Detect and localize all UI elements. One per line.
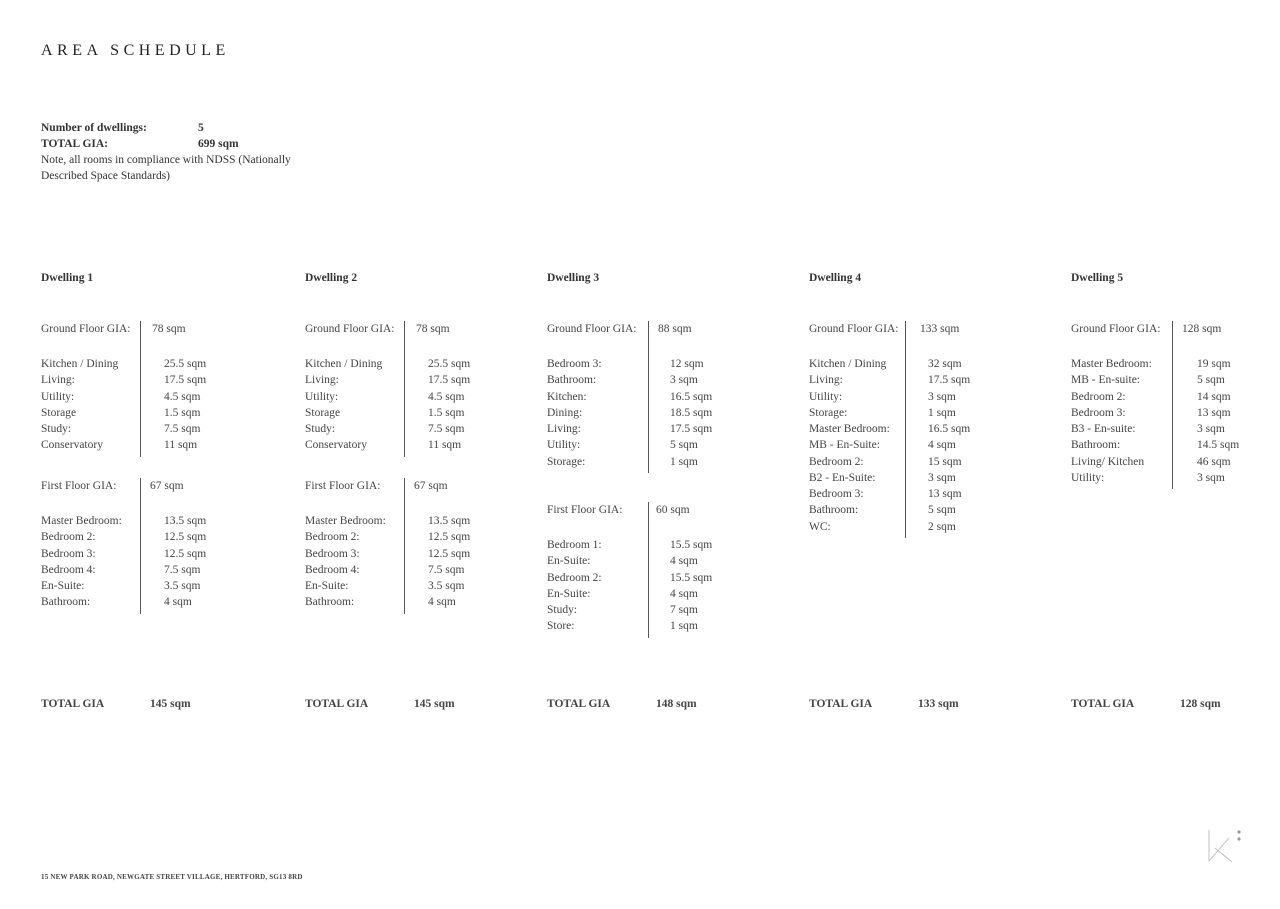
room-name: Bathroom: xyxy=(809,504,859,517)
room-name: Bedroom 3: xyxy=(305,547,360,560)
page-title: AREA SCHEDULE xyxy=(41,42,230,59)
dwelling-total-value: 133 sqm xyxy=(918,698,959,710)
first-floor-gia-value: 67 sqm xyxy=(150,480,184,492)
room-area: 12.5 sqm xyxy=(164,531,207,544)
column-divider-line xyxy=(404,321,405,457)
column-divider-line xyxy=(1172,321,1173,489)
ground-floor-gia-value: 133 sqm xyxy=(920,323,960,335)
column-divider-line xyxy=(404,478,405,614)
room-area: 5 sqm xyxy=(928,504,956,517)
first-floor-gia-label: First Floor GIA: xyxy=(547,504,623,516)
room-name: Bedroom 2: xyxy=(1071,390,1126,403)
room-area: 13 sqm xyxy=(928,488,962,500)
room-area: 4 sqm xyxy=(428,596,456,609)
room-area: 14.5 sqm xyxy=(1197,439,1240,452)
room-area: 7.5 sqm xyxy=(428,423,465,435)
room-area: 11 sqm xyxy=(164,439,198,452)
room-area: 1 sqm xyxy=(670,620,698,633)
first-floor-gia-value: 60 sqm xyxy=(656,504,690,516)
room-name: Study: xyxy=(41,423,72,435)
room-name: Living: xyxy=(41,374,75,387)
room-name: MB - En-Suite: xyxy=(809,439,880,452)
room-area: 1 sqm xyxy=(670,455,698,468)
dwelling-total-value: 128 sqm xyxy=(1180,698,1221,710)
room-name: Utility: xyxy=(305,390,339,403)
room-area: 12.5 sqm xyxy=(164,547,207,560)
site-address: 15 NEW PARK ROAD, NEWGATE STREET VILLAGE, HERTFORD, SG13 8RD xyxy=(41,873,303,881)
total-gia-value: 699 sqm xyxy=(198,138,239,150)
room-area: 11 sqm xyxy=(428,439,462,452)
room-name: Living: xyxy=(305,374,339,387)
first-floor-gia-label: First Floor GIA: xyxy=(41,480,117,492)
ndss-note: Note, all rooms in compliance with NDSS (Nationally Described Space Standards) xyxy=(41,154,291,182)
room-area: 3 sqm xyxy=(928,390,956,403)
room-area: 17.5 sqm xyxy=(428,374,471,387)
dwelling-title: Dwelling 4 xyxy=(809,272,862,284)
room-name: Kitchen / Dining xyxy=(41,358,119,370)
dwelling-title: Dwelling 5 xyxy=(1071,272,1124,284)
column-divider-line xyxy=(905,321,906,538)
room-name: Bedroom 4: xyxy=(305,563,360,576)
room-area: 3 sqm xyxy=(1197,471,1225,484)
room-area: 4.5 sqm xyxy=(428,390,465,403)
room-area: 13 sqm xyxy=(1197,406,1231,419)
room-area: 3.5 sqm xyxy=(164,580,201,592)
ground-floor-gia-value: 88 sqm xyxy=(658,323,692,335)
room-area: 18.5 sqm xyxy=(670,406,713,419)
ground-floor-gia-value: 78 sqm xyxy=(152,323,186,335)
room-name: Conservatory xyxy=(41,439,103,452)
room-name: Master Bedroom: xyxy=(305,515,386,527)
room-name: Bathroom: xyxy=(41,596,91,609)
total-gia-label: TOTAL GIA: xyxy=(41,138,108,150)
room-name: Kitchen / Dining xyxy=(305,358,383,370)
room-name: Bedroom 2: xyxy=(41,531,96,544)
room-name: Store: xyxy=(547,620,575,633)
dwelling-total-value: 148 sqm xyxy=(656,698,697,710)
room-area: 16.5 sqm xyxy=(928,423,971,435)
ground-floor-gia-label: Ground Floor GIA: xyxy=(809,323,899,335)
room-area: 7.5 sqm xyxy=(428,563,465,576)
room-name: Utility: xyxy=(1071,471,1105,484)
room-name: En-Suite: xyxy=(41,580,85,592)
ground-floor-gia-label: Ground Floor GIA: xyxy=(547,323,637,335)
room-area: 7 sqm xyxy=(670,604,698,616)
room-area: 3 sqm xyxy=(1197,423,1225,435)
room-area: 7.5 sqm xyxy=(164,423,201,435)
dwelling-total-value: 145 sqm xyxy=(150,698,191,710)
room-area: 32 sqm xyxy=(928,358,962,370)
room-area: 4 sqm xyxy=(928,439,956,452)
k-monogram-logo-icon xyxy=(1205,828,1245,864)
room-name: Storage: xyxy=(809,406,848,419)
dwelling-total-value: 145 sqm xyxy=(414,698,455,710)
room-name: Study: xyxy=(305,423,336,435)
room-area: 3 sqm xyxy=(928,471,956,484)
room-name: B2 - En-Suite: xyxy=(809,471,876,484)
room-area: 25.5 sqm xyxy=(428,358,471,370)
room-area: 14 sqm xyxy=(1197,390,1231,403)
room-name: Conservatory xyxy=(305,439,367,452)
ground-floor-gia-value: 128 sqm xyxy=(1182,323,1222,335)
room-area: 46 sqm xyxy=(1197,455,1231,468)
room-area: 3 sqm xyxy=(670,374,698,387)
room-name: Bathroom: xyxy=(1071,439,1121,452)
room-area: 4 sqm xyxy=(164,596,192,609)
room-name: Bedroom 2: xyxy=(809,455,864,468)
room-name: Bedroom 3: xyxy=(41,547,96,560)
column-divider-line xyxy=(648,502,649,638)
room-area: 15.5 sqm xyxy=(670,571,713,584)
room-name: Utility: xyxy=(41,390,75,403)
room-area: 4 sqm xyxy=(670,587,698,600)
room-name: Utility: xyxy=(547,439,581,452)
room-area: 25.5 sqm xyxy=(164,358,207,370)
room-area: 7.5 sqm xyxy=(164,563,201,576)
room-area: 17.5 sqm xyxy=(670,423,713,435)
room-area: 1 sqm xyxy=(928,406,956,419)
total-gia-row xyxy=(41,136,301,152)
column-divider-line xyxy=(648,321,649,473)
room-name: Living: xyxy=(547,423,581,435)
room-name: Bedroom 3: xyxy=(809,488,864,500)
dwellings-count-row xyxy=(41,120,301,136)
ground-floor-gia-value: 78 sqm xyxy=(416,323,450,335)
room-area: 12 sqm xyxy=(670,358,704,370)
room-name: Kitchen / Dining xyxy=(809,358,887,370)
room-name: Dining: xyxy=(547,406,583,419)
dwelling-total-label: TOTAL GIA xyxy=(1071,698,1135,710)
room-name: Bedroom 2: xyxy=(305,531,360,544)
room-area: 12.5 sqm xyxy=(428,531,471,544)
room-name: Bathroom: xyxy=(547,374,597,387)
room-name: Study: xyxy=(547,604,578,616)
column-divider-line xyxy=(140,321,141,457)
room-area: 1.5 sqm xyxy=(164,406,201,419)
ground-floor-gia-label: Ground Floor GIA: xyxy=(305,323,395,335)
room-area: 4 sqm xyxy=(670,555,698,568)
room-name: Kitchen: xyxy=(547,390,587,403)
room-area: 13.5 sqm xyxy=(428,515,471,527)
dwellings-count-value: 5 xyxy=(198,122,204,134)
room-name: En-Suite: xyxy=(547,555,591,568)
room-name: Bedroom 4: xyxy=(41,563,96,576)
ground-floor-gia-label: Ground Floor GIA: xyxy=(1071,323,1161,335)
room-area: 12.5 sqm xyxy=(428,547,471,560)
room-name: Bedroom 3: xyxy=(1071,406,1126,419)
dwellings-count-label: Number of dwellings: xyxy=(41,122,147,134)
first-floor-gia-label: First Floor GIA: xyxy=(305,480,381,492)
room-area: 15.5 sqm xyxy=(670,539,713,551)
room-area: 17.5 sqm xyxy=(928,374,971,387)
room-name: WC: xyxy=(809,520,831,533)
dwelling-title: Dwelling 2 xyxy=(305,272,358,284)
summary-block xyxy=(41,120,301,184)
room-name: Storage xyxy=(41,406,77,419)
room-name: Master Bedroom: xyxy=(1071,358,1152,370)
room-area: 16.5 sqm xyxy=(670,390,713,403)
room-area: 5 sqm xyxy=(1197,374,1225,387)
room-name: MB - En-suite: xyxy=(1071,374,1140,387)
room-name: Utility: xyxy=(809,390,843,403)
room-name: Bedroom 1: xyxy=(547,539,602,551)
room-area: 3.5 sqm xyxy=(428,580,465,592)
room-area: 5 sqm xyxy=(670,439,698,452)
room-name: Bedroom 3: xyxy=(547,358,602,370)
room-area: 4.5 sqm xyxy=(164,390,201,403)
room-name: B3 - En-suite: xyxy=(1071,423,1136,435)
dwelling-title: Dwelling 3 xyxy=(547,272,600,284)
column-divider-line xyxy=(140,478,141,614)
dwelling-total-label: TOTAL GIA xyxy=(41,698,105,710)
ground-floor-gia-label: Ground Floor GIA: xyxy=(41,323,131,335)
room-area: 15 sqm xyxy=(928,455,962,468)
room-area: 19 sqm xyxy=(1197,358,1231,370)
room-area: 13.5 sqm xyxy=(164,515,207,527)
room-name: Living: xyxy=(809,374,843,387)
room-area: 17.5 sqm xyxy=(164,374,207,387)
room-name: En-Suite: xyxy=(547,587,591,600)
dwelling-total-label: TOTAL GIA xyxy=(305,698,369,710)
room-area: 1.5 sqm xyxy=(428,406,465,419)
room-name: Bedroom 2: xyxy=(547,571,602,584)
room-name: En-Suite: xyxy=(305,580,349,592)
room-area: 2 sqm xyxy=(928,520,956,533)
dwelling-total-label: TOTAL GIA xyxy=(809,698,873,710)
dwelling-total-label: TOTAL GIA xyxy=(547,698,611,710)
room-name: Storage: xyxy=(547,455,586,468)
room-name: Master Bedroom: xyxy=(41,515,122,527)
room-name: Living/ Kitchen xyxy=(1071,455,1145,468)
room-name: Master Bedroom: xyxy=(809,423,890,435)
first-floor-gia-value: 67 sqm xyxy=(414,480,448,492)
dwelling-title: Dwelling 1 xyxy=(41,272,94,284)
room-name: Storage xyxy=(305,406,341,419)
room-name: Bathroom: xyxy=(305,596,355,609)
